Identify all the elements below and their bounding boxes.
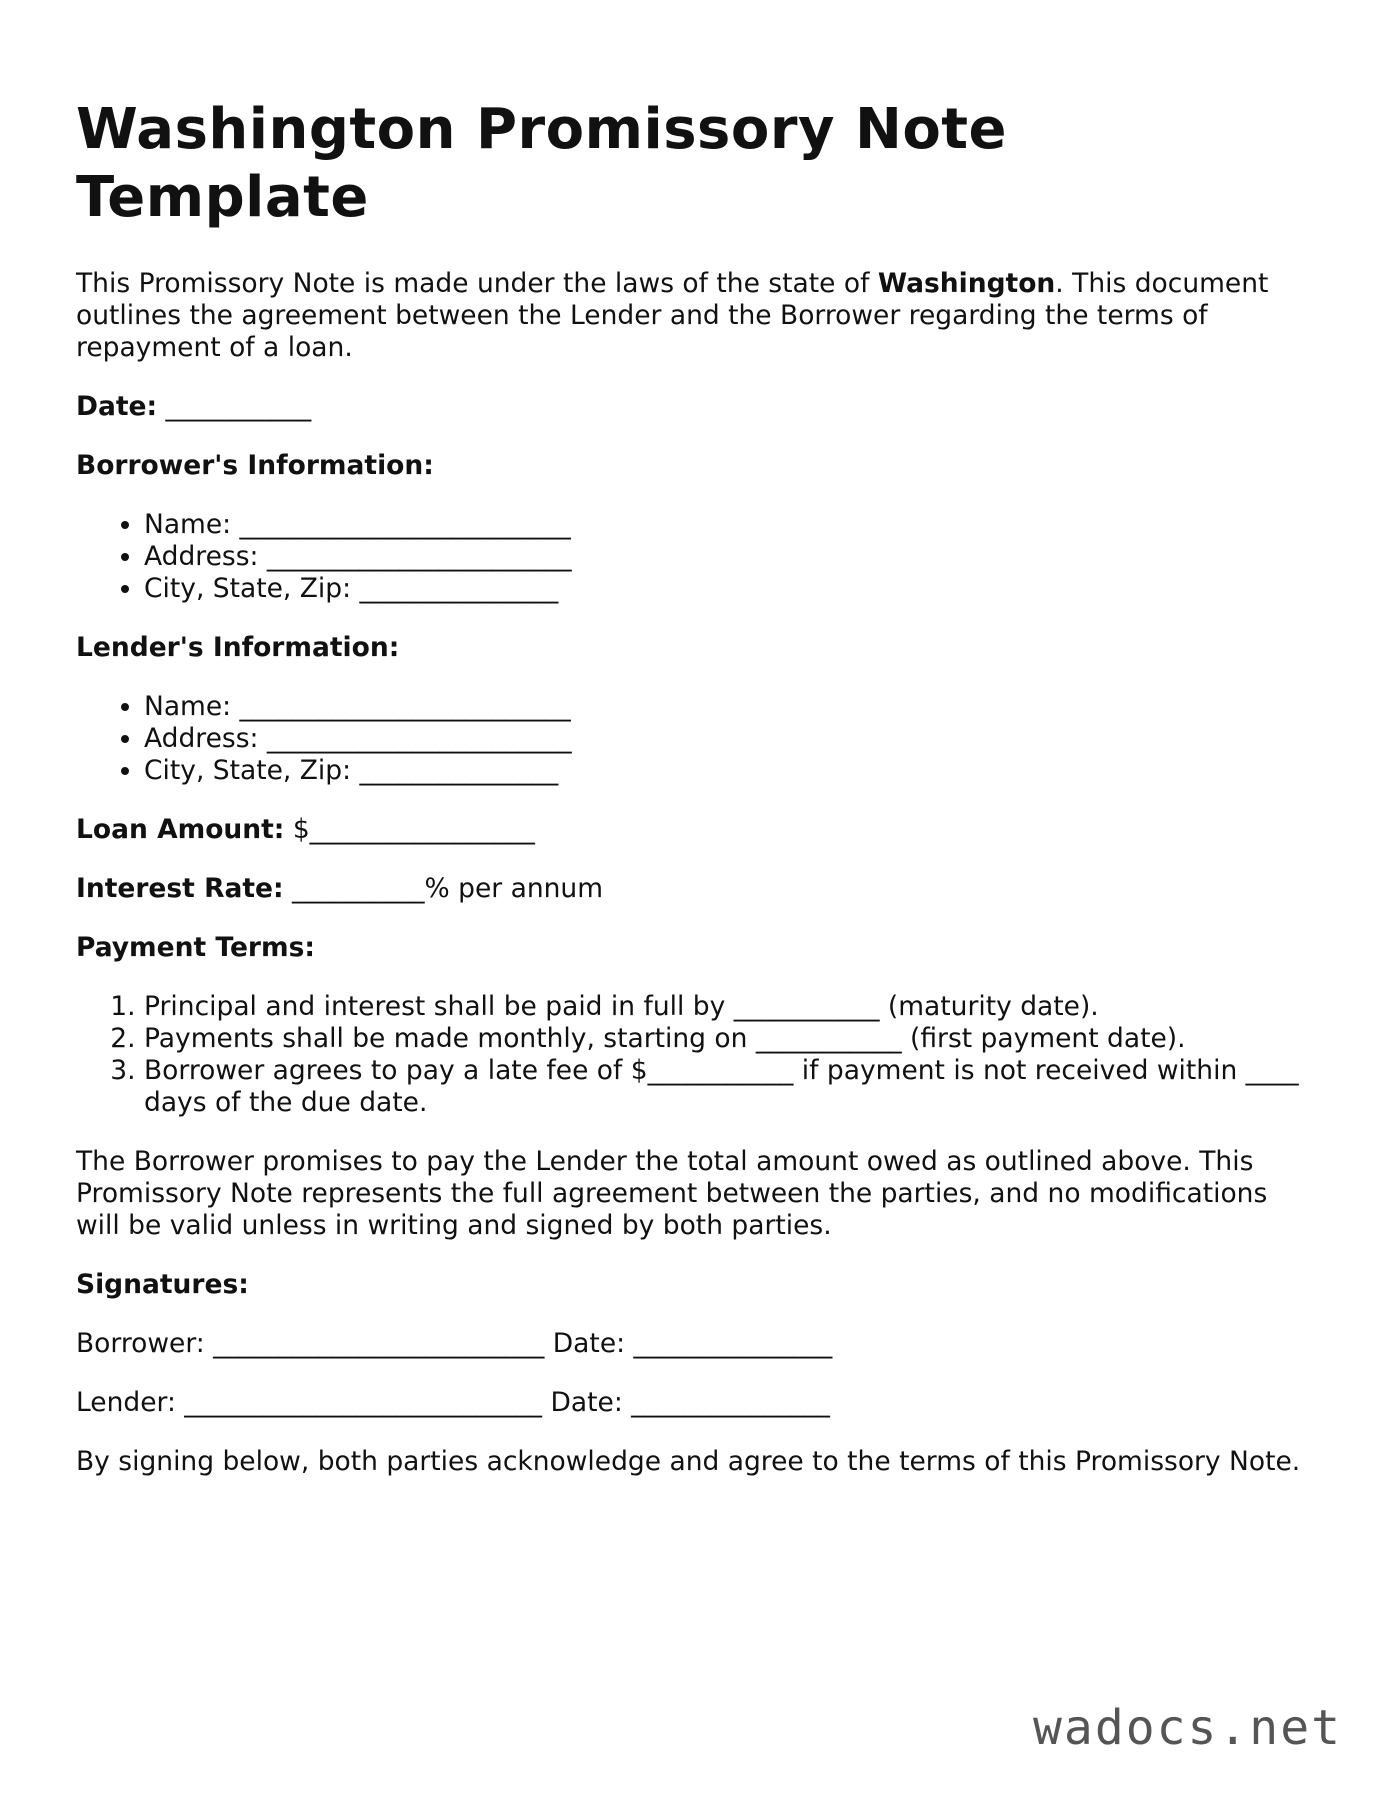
payment-term-item: 2. Payments shall be made monthly, starting on ___________ (first payment date). <box>144 1023 1316 1055</box>
lender-info-list <box>76 691 1316 787</box>
payment-terms-list <box>76 991 1316 1119</box>
borrower-signature-line: Borrower: _________________________ Date: _______________ <box>76 1328 833 1359</box>
lender-city-state-zip-item: • City, State, Zip: _______________ <box>144 755 1316 787</box>
watermark: wadocs.net <box>1033 1700 1342 1756</box>
signatures-heading-text: Signatures: <box>76 1269 249 1300</box>
promise-paragraph: The Borrower promises to pay the Lender the total amount owed as outlined above. This Promissory Note represents the full agreement between the parties, and no modifications will be valid unless in writing and signed by both parties. <box>76 1146 1268 1241</box>
signatures-heading <box>76 1269 1316 1301</box>
lender-name-item: • Name: _________________________ <box>144 691 1316 723</box>
loan-amount-label: Loan Amount: <box>76 814 285 845</box>
borrower-heading-text: Borrower's Information: <box>76 450 434 481</box>
intro-text-before: This Promissory Note is made under the laws of the state of <box>76 268 878 299</box>
payment-term-item: 3. Borrower agrees to pay a late fee of $___________ if payment is not received within ____ days of the due date. <box>144 1055 1316 1119</box>
payment-terms-heading <box>76 932 1316 964</box>
document-title: Washington Promissory Note Template <box>76 97 1008 230</box>
borrower-info-list <box>76 509 1316 605</box>
payment-term-item: 1. Principal and interest shall be paid in full by ___________ (maturity date). <box>144 991 1316 1023</box>
intro-state-name: Washington <box>877 268 1056 299</box>
date-blank: ___________ <box>157 391 312 422</box>
intro-paragraph <box>76 268 1316 364</box>
closing-paragraph: By signing below, both parties acknowledge and agree to the terms of this Promissory Note. <box>76 1446 1301 1477</box>
borrower-name-item: • Name: _________________________ <box>144 509 1316 541</box>
lender-address-item: • Address: _______________________ <box>144 723 1316 755</box>
date-label: Date: <box>76 391 158 422</box>
payment-terms-heading-text: Payment Terms: <box>76 932 315 963</box>
date-line <box>76 391 1316 423</box>
borrower-address-item: • Address: _______________________ <box>144 541 1316 573</box>
borrower-heading <box>76 450 1316 482</box>
interest-rate-blank: __________% per annum <box>283 873 604 904</box>
lender-heading <box>76 632 1316 664</box>
borrower-city-state-zip-item: • City, State, Zip: _______________ <box>144 573 1316 605</box>
lender-signature-line: Lender: ___________________________ Date: _______________ <box>76 1387 830 1418</box>
interest-rate-line <box>76 873 1316 905</box>
document-page <box>76 96 1316 1505</box>
intro-text-after: . This document outlines the agreement between the Lender and the Borrower regarding the terms of repayment of a loan. <box>76 268 1269 363</box>
lender-heading-text: Lender's Information: <box>76 632 400 663</box>
loan-amount-line <box>76 814 1316 846</box>
interest-rate-label: Interest Rate: <box>76 873 284 904</box>
loan-amount-blank: $_________________ <box>284 814 535 845</box>
